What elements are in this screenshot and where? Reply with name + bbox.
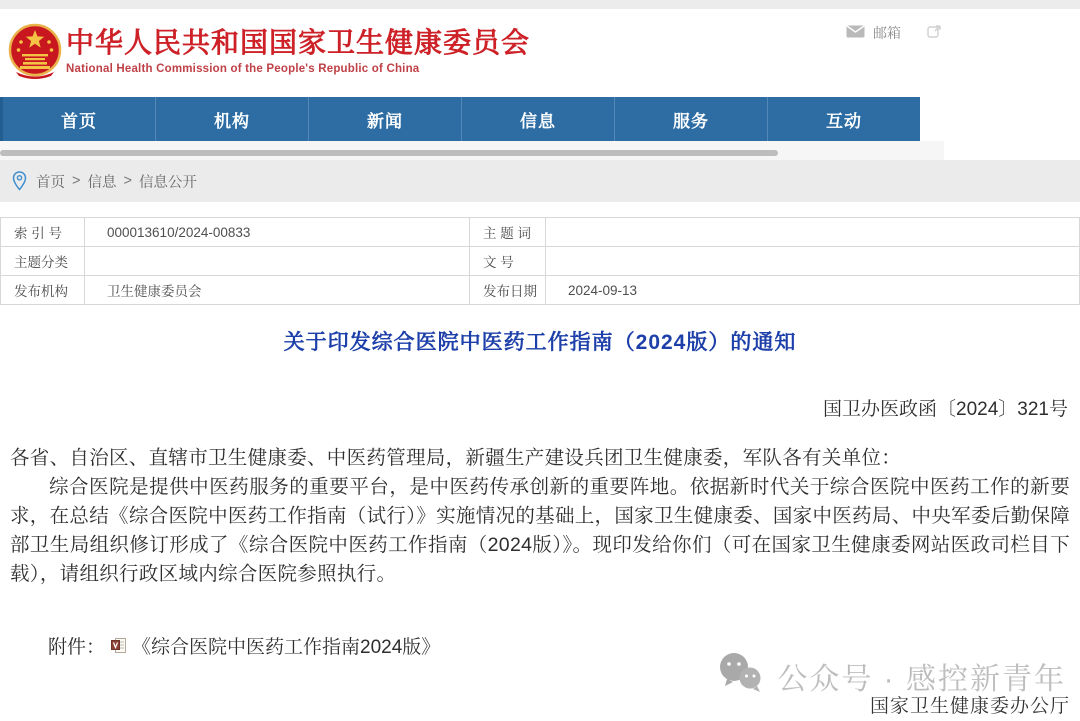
site-header <box>0 9 1080 97</box>
meta-value-doc-number <box>546 247 1080 276</box>
meta-label-index: 索 引 号 <box>1 218 85 247</box>
document-signer: 国家卫生健康委办公厅 <box>869 696 1070 717</box>
breadcrumb <box>0 160 1080 202</box>
attachment-link[interactable]: 《综合医院中医药工作指南2024版》 <box>132 637 441 658</box>
nav-item-interaction[interactable]: 互动 <box>826 111 862 131</box>
table-row <box>1 247 1080 276</box>
meta-value-issuer: 卫生健康委员会 <box>85 276 470 305</box>
meta-value-category <box>85 247 470 276</box>
salutation-paragraph: 各省、自治区、直辖市卫生健康委、中医药管理局，新疆生产建设兵团卫生健康委，军队各有关单位： <box>10 447 902 469</box>
attachment-row <box>48 632 440 659</box>
meta-value-pub-date: 2024-09-13 <box>546 276 1080 305</box>
site-subtitle: National Health Commission of the People's Republic of China <box>66 63 420 75</box>
share-icon[interactable] <box>927 24 942 42</box>
horizontal-scrollbar-track <box>0 141 944 160</box>
site-title: 中华人民共和国国家卫生健康委员会 <box>66 27 531 58</box>
breadcrumb-info[interactable]: 信息 <box>87 174 117 191</box>
breadcrumb-separator: > <box>72 173 81 189</box>
top-strip <box>0 0 1080 9</box>
wechat-icon <box>717 652 763 700</box>
national-emblem-icon <box>8 22 62 80</box>
meta-label-pub-date: 发布日期 <box>470 276 546 305</box>
meta-value-keywords <box>546 218 1080 247</box>
mail-icon[interactable] <box>846 25 865 41</box>
mailbox-link[interactable]: 邮箱 <box>873 25 901 41</box>
breadcrumb-info-disclosure[interactable]: 信息公开 <box>138 174 197 191</box>
location-pin-icon <box>12 171 27 191</box>
page-title: 关于印发综合医院中医药工作指南（2024版）的通知 <box>283 331 797 354</box>
nav-item-services[interactable]: 服务 <box>615 97 768 141</box>
breadcrumb-separator: > <box>123 173 132 189</box>
header-tools <box>846 23 942 43</box>
body-paragraph: 综合医院是提供中医药服务的重要平台，是中医药传承创新的重要阵地。依据新时代关于综合医院中医药工作的新要求，在总结《综合医院中医药工作指南（试行）》实施情况的基础上，国家卫生健康委、国家中医药局、中央军委后勤保障部卫生局组织修订形成了《综合医院中医药工作指南（2024版）》。现印发给你们（可在国家卫生健康委网站医政司栏目下载），请组织行政区域内综合医院参照执行。 <box>10 476 1070 585</box>
document-file-icon <box>111 637 127 654</box>
attachment-label: 附件： <box>48 637 106 658</box>
table-row <box>1 276 1080 305</box>
nav-item-home[interactable]: 首页 <box>3 97 156 141</box>
document-body <box>0 444 1080 589</box>
meta-label-issuer: 发布机构 <box>1 276 85 305</box>
breadcrumb-home[interactable]: 首页 <box>36 174 65 191</box>
document-reference-number: 国卫办医政函〔2024〕321号 <box>823 399 1068 420</box>
title-block <box>66 27 530 75</box>
horizontal-scrollbar-thumb[interactable] <box>0 150 778 156</box>
meta-label-category: 主题分类 <box>1 247 85 276</box>
meta-value-index: 000013610/2024-00833 <box>85 218 470 247</box>
document-meta-table <box>0 217 1080 305</box>
nav-item-information[interactable]: 信息 <box>462 97 615 141</box>
meta-label-keywords: 主 题 词 <box>470 218 546 247</box>
watermark-text: 公众号 · 感控新青年 <box>777 663 1066 696</box>
table-row <box>1 218 1080 247</box>
meta-label-doc-number: 文 号 <box>470 247 546 276</box>
nav-item-news[interactable]: 新闻 <box>309 97 462 141</box>
main-nav <box>0 97 920 141</box>
nav-item-organization[interactable]: 机构 <box>156 97 309 141</box>
